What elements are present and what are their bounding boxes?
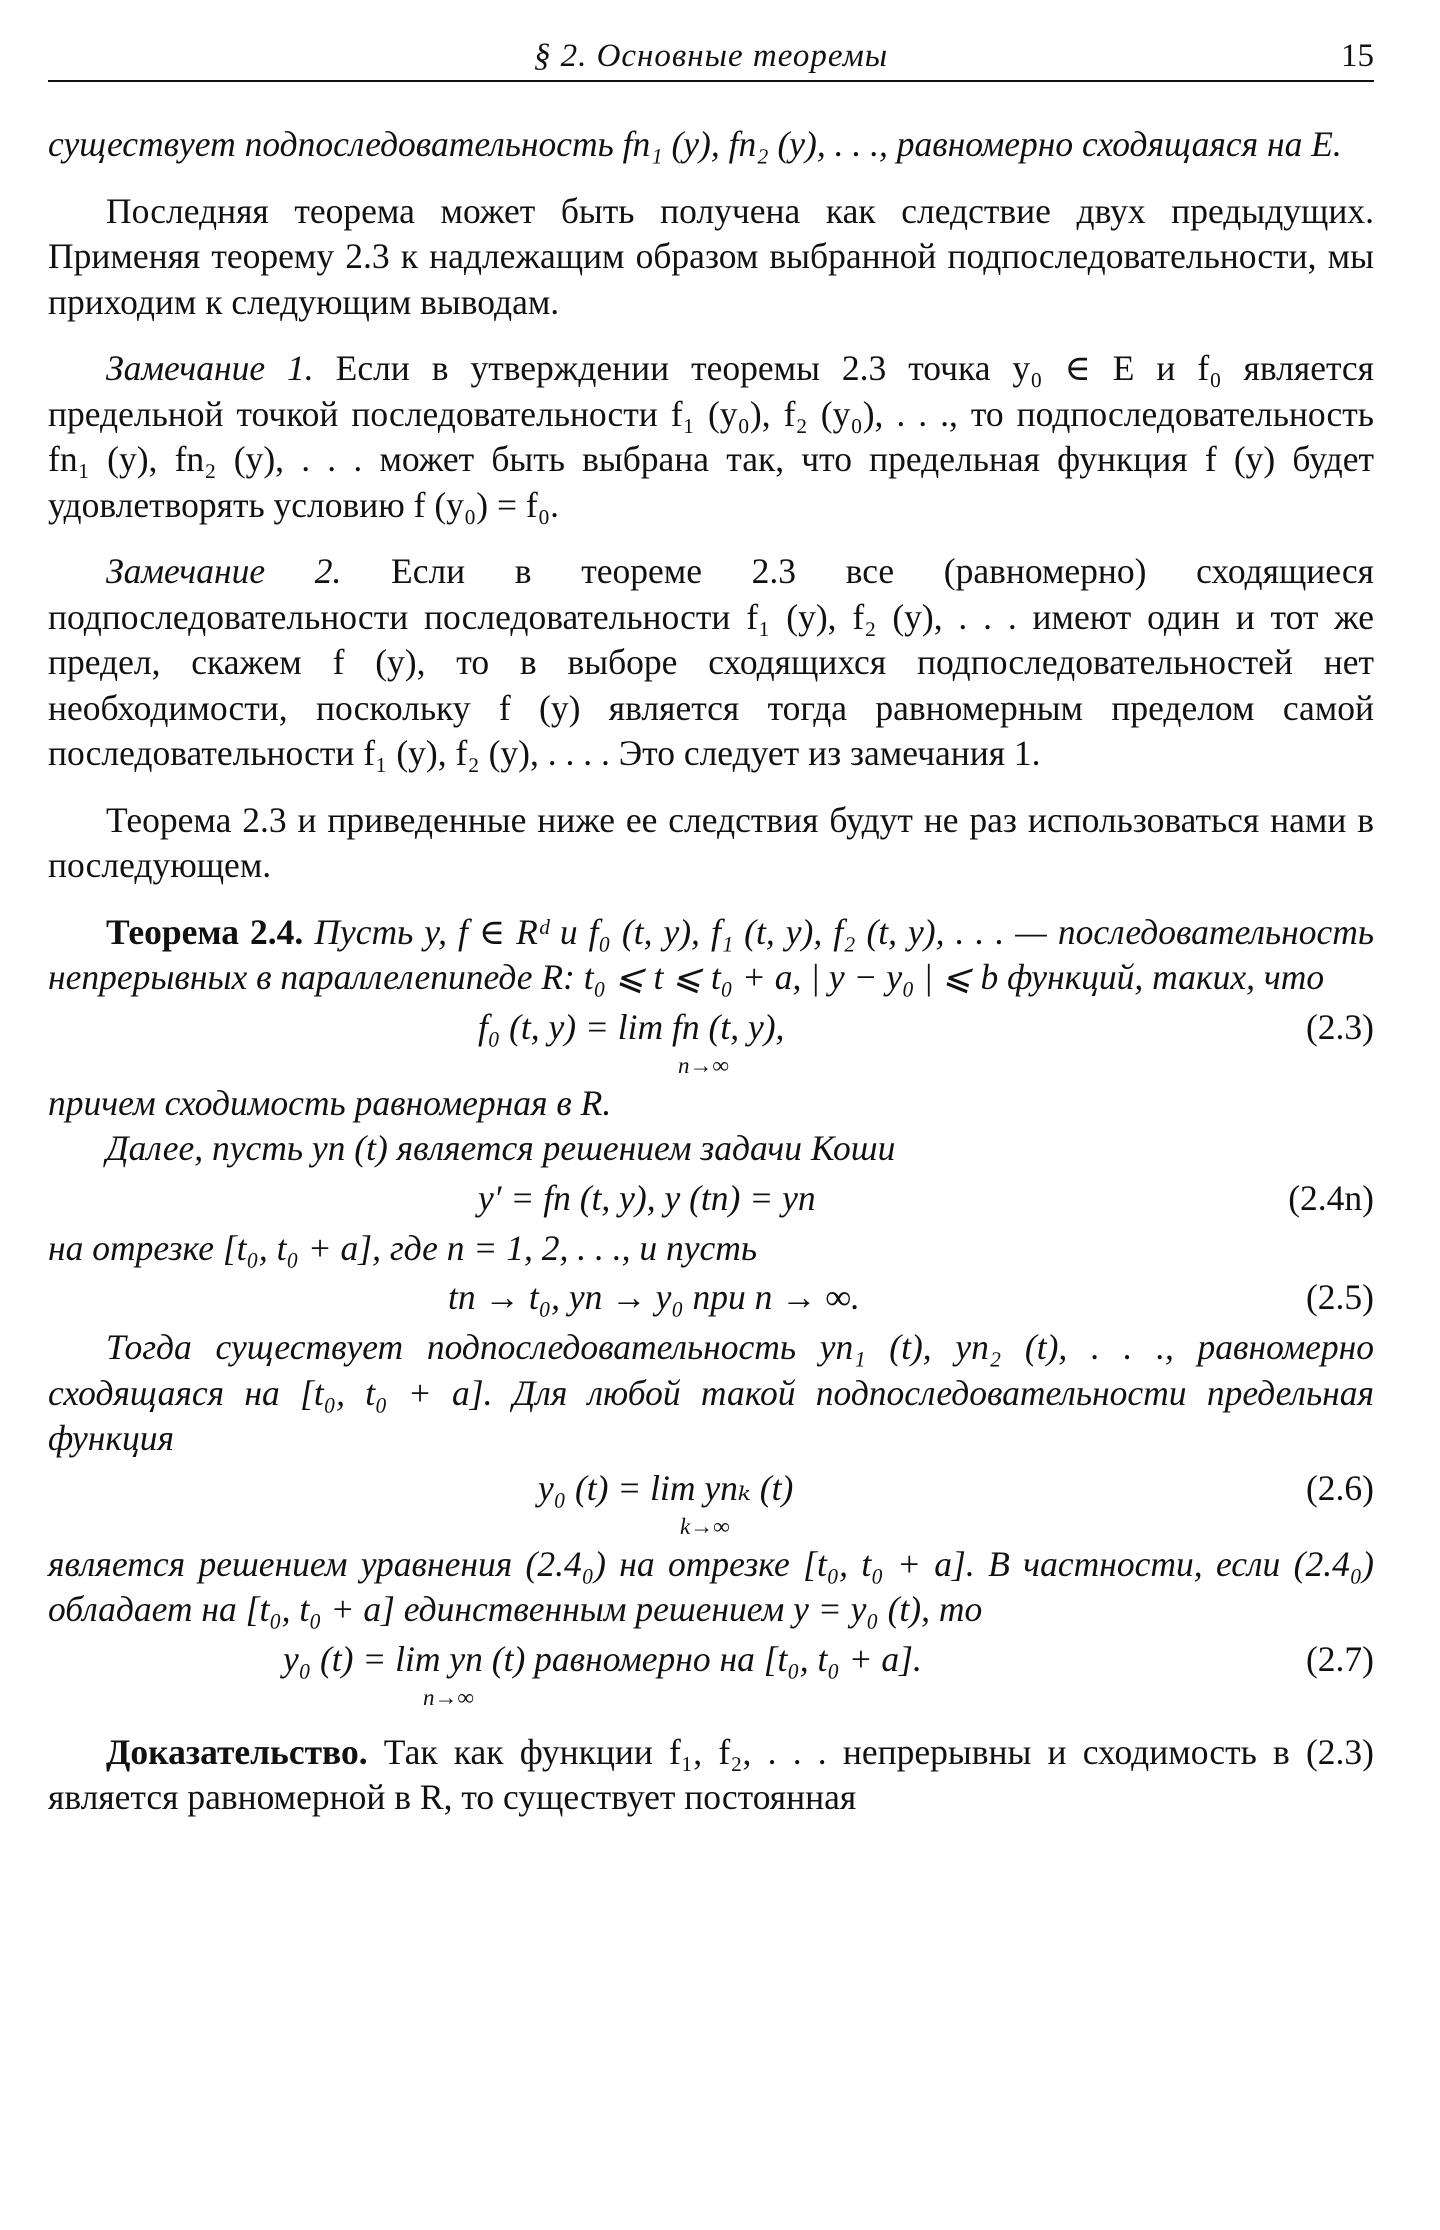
remark-2-label: Замечание 2. [106,551,342,591]
theorem-solution: является решением уравнения (2.4₀) на отрезке [t₀, t₀ + a]. В частности, если (2.4₀) обладает на [t₀, t₀ + a] единственным решением y = y₀ (t), то [48,1543,1374,1629]
equation-2-7 [48,1637,1374,1709]
theorem-conclusion: Тогда существует подпоследовательность yn₁ (t), yn₂ (t), . . ., равномерно сходящаяся на [t₀, t₀ + a]. Для любой такой подпоследовательности предельная функция [48,1327,1374,1458]
theorem-text: Пусть y, f ∈ Rᵈ и f₀ (t, y), f₁ (t, y), f₂ (t, y), . . . — последовательность непрерывных в параллелепипеде R: t₀ ⩽ t ⩽ t₀ + a, | y − y₀ | ⩽ b функций, таких, что [48,911,1374,997]
equation-body: y′ = fn (t, y), y (tn) = yn [478,1177,816,1218]
equation-number: (2.4n) [1288,1177,1374,1218]
theorem-label: Теорема 2.4. [106,911,304,952]
equation-number: (2.7) [1305,1638,1374,1679]
equation-body: y₀ (t) = lim yn (t) равномерно на [t₀, t₀ + a]. [283,1638,922,1679]
page-number: 15 [1341,38,1374,74]
remark-1-label: Замечание 1. [106,348,314,388]
theorem-cauchy: Далее, пусть yn (t) является решением задачи Коши [106,1128,896,1168]
equation-number: (2.6) [1305,1467,1374,1508]
limit-subscript: n→∞ [423,1684,474,1710]
proof [48,1730,1374,1821]
limit-subscript: k→∞ [680,1513,730,1539]
proof-text: Так как функции f₁, f₂, . . . непрерывны и сходимость в (2.3) является равномерной в R, то существует постоянная [48,1731,1374,1817]
equation-2-3 [48,1005,1374,1077]
equation-body: f₀ (t, y) = lim fn (t, y), [478,1006,785,1047]
equation-number: (2.5) [1305,1277,1374,1317]
remark-1-text: Если в утверждении теоремы 2.3 точка y₀ ∈ E и f₀ является предельной точкой последовательности f₁ (y₀), f₂ (y₀), . . ., то подпоследовательность fn₁ (y), fn₂ (y), . . . может быть выбрана так, что предельная функция f (y) будет удовлетворять условию f (y₀) = f₀. [48,348,1374,525]
equation-2-5 [48,1275,1374,1321]
page-body [48,122,1374,1821]
equation-2-6 [48,1466,1374,1538]
theorem-interval: на отрезке [t₀, t₀ + a], где n = 1, 2, . . ., и пусть [48,1227,757,1268]
theorem-condition: причем сходимость равномерная в R. [48,1082,612,1123]
remark-2 [48,549,1374,777]
proof-label: Доказательство. [106,1731,368,1772]
remark-2-text: Если в теореме 2.3 все (равномерно) сходящиеся подпоследовательности последовательности f₁ (y), f₂ (y), . . . имеют один и тот же предел, скажем f (y), то в выборе сходящихся подпоследовательностей нет необходимости, поскольку f (y) является тогда равномерным пределом самой последовательности f₁ (y), f₂ (y), . . . . Это следует из замечания 1. [48,551,1375,773]
running-header [48,34,1374,82]
remark-1 [48,346,1374,528]
paragraph-intro: Последняя теорема может быть получена как следствие двух предыдущих. Применяя теорему 2.3 к надлежащим образом выбранной подпоследовательности, мы приходим к следующим выводам. [48,190,1374,322]
equation-number: (2.3) [1305,1006,1374,1047]
paragraph-continuation: существует подпоследовательность fn₁ (y), fn₂ (y), . . ., равномерно сходящаяся на E. [48,124,1342,164]
limit-subscript: n→∞ [678,1052,729,1078]
equation-2-4n [48,1176,1374,1222]
paragraph-usage: Теорема 2.3 и приведенные ниже ее следствия будут не раз использоваться нами в последующем. [48,799,1374,885]
equation-body: y₀ (t) = lim ynₖ (t) [538,1467,794,1508]
equation-body: tn → t₀, yn → y₀ при n → ∞. [448,1277,860,1317]
running-title: § 2. Основные теоремы [533,38,889,74]
theorem-2-4 [48,910,1374,1001]
